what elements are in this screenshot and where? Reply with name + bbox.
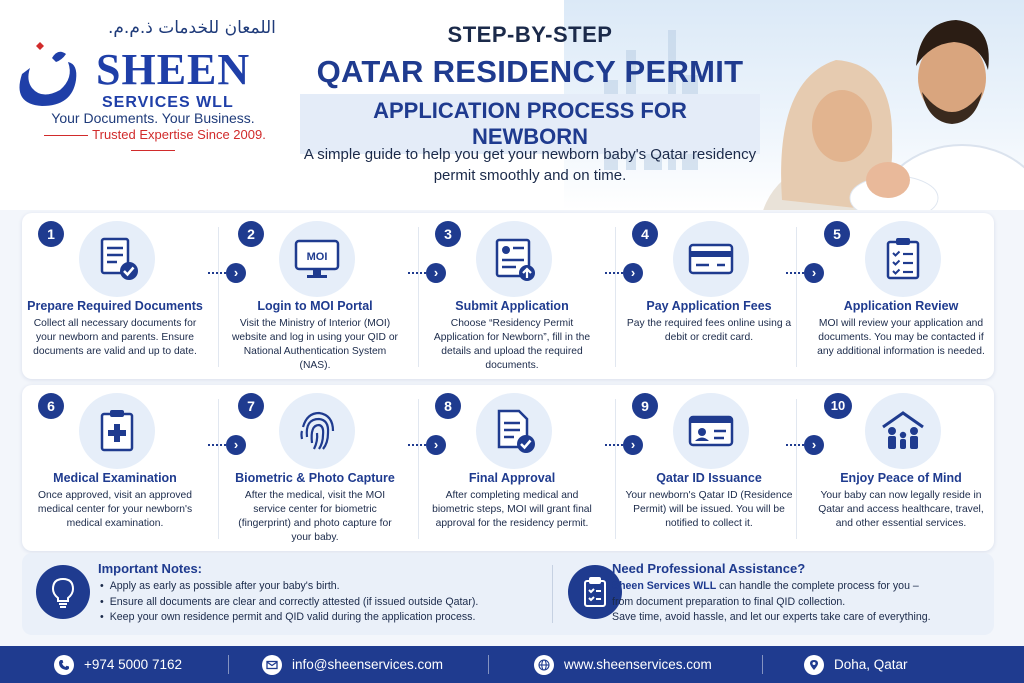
page-title: QATAR RESIDENCY PERMIT xyxy=(316,54,744,89)
logo-since xyxy=(18,127,288,157)
step-number: 7 xyxy=(238,393,264,419)
logo-subtitle: SERVICES WLL xyxy=(102,94,234,111)
next-arrow-icon: › xyxy=(605,263,643,283)
step-card xyxy=(22,385,208,551)
step-description: Your baby can now legally reside in Qatar and access healthcare, travel, and other essential services. xyxy=(818,490,984,529)
logo-wordmark: SHEEN xyxy=(96,45,251,94)
next-arrow-icon: › xyxy=(408,435,446,455)
fingerprint-icon xyxy=(279,393,355,469)
email-icon xyxy=(262,655,282,675)
title-block xyxy=(300,22,760,154)
steps-row-2 xyxy=(22,385,994,551)
approved-document-icon xyxy=(476,393,552,469)
logo-arabic-name: اللمعان للخدمات ذ.م.م. xyxy=(108,18,276,38)
email-contact[interactable] xyxy=(262,646,443,683)
step-card xyxy=(808,385,994,551)
step-number: 6 xyxy=(38,393,64,419)
note-item: • Keep your own residence permit and QID valid during the application process. xyxy=(100,610,478,626)
step-number: 1 xyxy=(38,221,64,247)
important-notes-title: Important Notes: xyxy=(98,561,202,576)
note-item: • Apply as early as possible after your baby's birth. xyxy=(100,579,478,595)
step-title: Submit Application xyxy=(455,299,569,313)
step-description: Pay the required fees online using a debit or credit card. xyxy=(626,318,792,343)
step-card xyxy=(22,213,208,379)
phone-contact[interactable] xyxy=(54,646,182,683)
step-number: 3 xyxy=(435,221,461,247)
step-number: 8 xyxy=(435,393,461,419)
note-item: • Ensure all documents are clear and correctly attested (if issued outside Qatar). xyxy=(100,595,478,611)
assistance-title: Need Professional Assistance? xyxy=(612,561,806,576)
step-description: Choose “Residency Permit Application for Newborn”, fill in the details and upload the required documents. xyxy=(433,318,591,371)
location-text: Doha, Qatar xyxy=(834,657,908,672)
phone-icon xyxy=(54,655,74,675)
step-description: After the medical, visit the MOI service center for biometric (fingerprint) and photo capture for your baby. xyxy=(238,490,392,543)
step-card xyxy=(222,213,408,379)
step-number: 10 xyxy=(824,393,852,419)
step-title: Biometric & Photo Capture xyxy=(235,471,395,485)
clipboard-checklist-icon xyxy=(865,221,941,297)
email-address: info@sheenservices.com xyxy=(292,657,444,672)
step-title: Pay Application Fees xyxy=(646,299,772,313)
next-arrow-icon: › xyxy=(786,435,824,455)
header xyxy=(0,0,1024,210)
upload-form-icon xyxy=(476,221,552,297)
website-contact[interactable] xyxy=(534,646,712,683)
credit-card-icon xyxy=(673,221,749,297)
assistance-text: Sheen Services WLL can handle the complete process for you – from document preparation to final QID collection. Save time, avoid hassle, and let our experts take care of everything. xyxy=(612,580,931,623)
family-photo xyxy=(724,0,1024,210)
step-number: 5 xyxy=(824,221,850,247)
step-description: Once approved, visit an approved medical center for your newborn's medical examination. xyxy=(37,490,193,529)
step-card xyxy=(222,385,408,551)
step-card xyxy=(419,385,605,551)
medical-clipboard-icon xyxy=(79,393,155,469)
next-arrow-icon: › xyxy=(786,263,824,283)
step-title: Prepare Required Documents xyxy=(27,299,203,313)
location-contact xyxy=(804,646,908,683)
step-description: Visit the Ministry of Interior (MOI) website and log in using your QID or National Authentication System (NAS). xyxy=(232,318,398,371)
company-name: Sheen Services WLL xyxy=(612,580,717,592)
next-arrow-icon: › xyxy=(408,263,446,283)
page-description: A simple guide to help you get your newborn baby's Qatar residency permit smoothly and on time. xyxy=(303,146,757,184)
phone-number: +974 5000 7162 xyxy=(84,657,182,672)
step-title: Enjoy Peace of Mind xyxy=(840,471,962,485)
page-subtitle: APPLICATION PROCESS FOR NEWBORN xyxy=(300,94,760,154)
logo-calligraphy-mark xyxy=(12,34,102,114)
step-description: Collect all necessary documents for your newborn and parents. Ensure documents are valid and up to date. xyxy=(33,318,197,357)
logo-tagline: Your Documents. Your Business. xyxy=(51,110,255,126)
step-number: 4 xyxy=(632,221,658,247)
step-card xyxy=(419,213,605,379)
step-description: Your newborn's Qatar ID (Residence Permit) will be issued. You will be notified to collect it. xyxy=(625,490,793,529)
step-title: Login to MOI Portal xyxy=(257,299,373,313)
step-title: Qatar ID Issuance xyxy=(656,471,762,485)
notes-panel xyxy=(22,553,994,635)
steps-row-1 xyxy=(22,213,994,379)
id-card-icon xyxy=(673,393,749,469)
step-number: 9 xyxy=(632,393,658,419)
step-card xyxy=(616,213,802,379)
next-arrow-icon: › xyxy=(605,435,643,455)
step-card xyxy=(808,213,994,379)
moi-badge-text: MOI xyxy=(306,251,328,263)
step-card xyxy=(616,385,802,551)
contact-footer xyxy=(0,646,1024,683)
document-check-icon xyxy=(79,221,155,297)
step-title: Medical Examination xyxy=(53,471,177,485)
website-url: www.sheenservices.com xyxy=(564,657,712,672)
next-arrow-icon: › xyxy=(208,435,246,455)
step-title: Final Approval xyxy=(468,471,556,485)
next-arrow-icon: › xyxy=(208,263,246,283)
globe-icon xyxy=(534,655,554,675)
location-pin-icon xyxy=(804,655,824,675)
step-description: After completing medical and biometric steps, MOI will grant final approval for the residency permit. xyxy=(432,490,592,529)
since-text: Trusted Expertise Since 2009. xyxy=(92,127,266,142)
important-notes-list xyxy=(100,579,478,626)
moi-monitor-icon xyxy=(279,221,355,297)
family-home-icon xyxy=(865,393,941,469)
step-by-step-label: STEP-BY-STEP xyxy=(447,22,613,47)
step-number: 2 xyxy=(238,221,264,247)
lightbulb-icon xyxy=(36,565,90,619)
step-description: MOI will review your application and documents. You may be contacted if any additional information is needed. xyxy=(817,318,985,357)
step-title: Application Review xyxy=(843,299,959,313)
